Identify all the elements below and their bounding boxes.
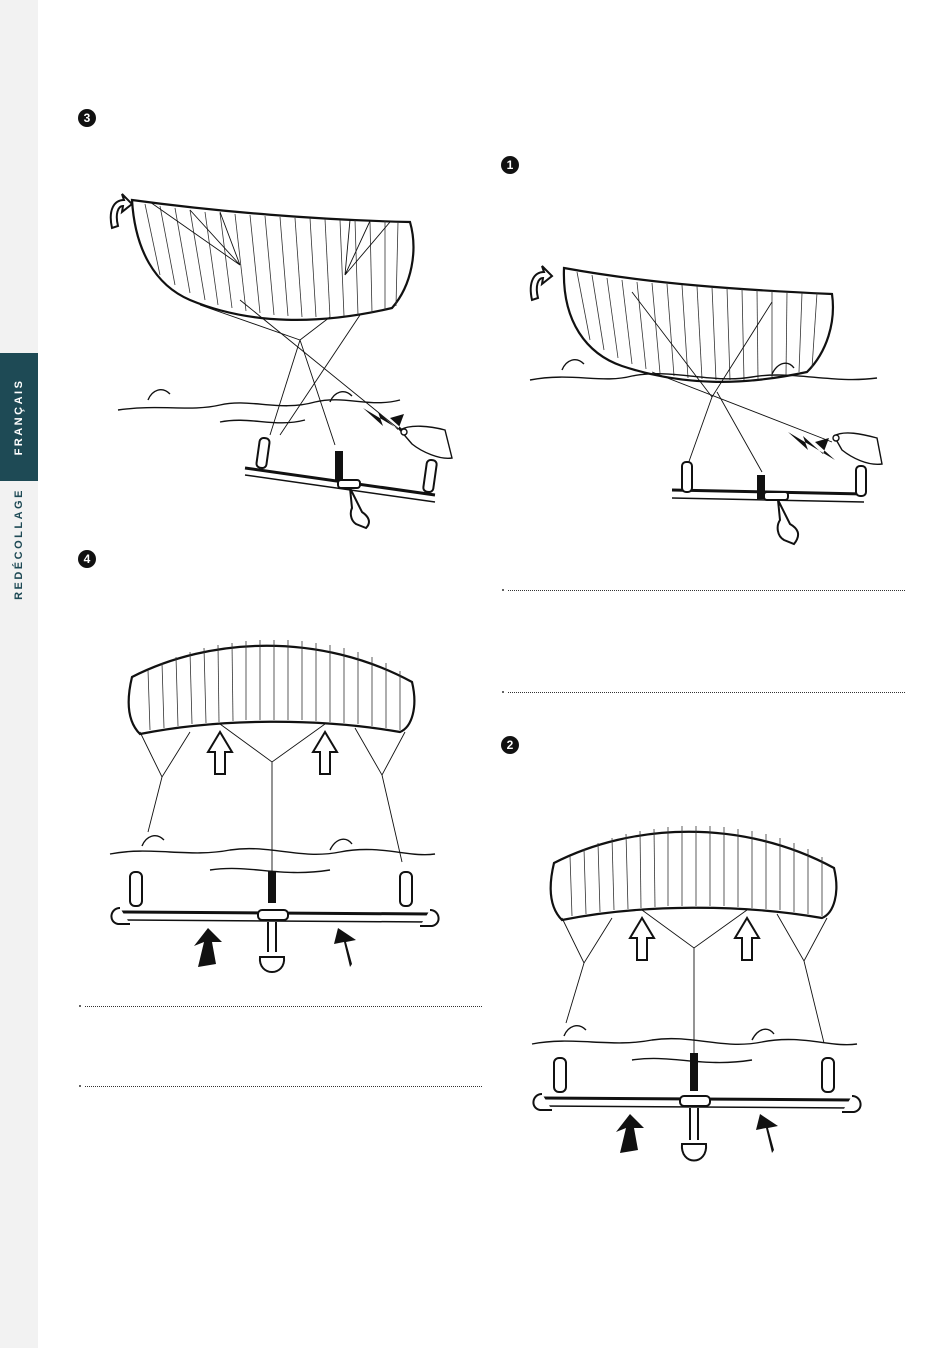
separator-line [85, 1086, 482, 1087]
illustration-step-3 [100, 190, 460, 530]
section-label: REDÉCOLLAGE [13, 488, 25, 600]
step-badge-2: 2 [501, 736, 519, 754]
curved-arrow-icon [531, 266, 552, 300]
sidebar [0, 0, 38, 1348]
outline-up-arrow-icon [630, 918, 759, 960]
wave-icon [118, 390, 400, 423]
language-tab-label: FRANÇAIS [13, 378, 25, 456]
hand-icon [400, 426, 452, 458]
solid-arrow-icon [788, 432, 835, 460]
kite-icon [564, 268, 833, 382]
kite-lines [562, 910, 827, 1058]
outline-up-arrow-icon [208, 732, 337, 774]
control-bar-icon [672, 462, 866, 544]
hand-icon [833, 433, 882, 464]
illustration-step-1 [522, 262, 892, 554]
control-bar-icon [533, 1054, 860, 1161]
step-badge-4: 4 [78, 550, 96, 568]
step-badge-1: 1 [501, 156, 519, 174]
step-badge-3: 3 [78, 109, 96, 127]
curved-arrow-icon [111, 194, 132, 228]
control-bar-icon [111, 872, 438, 972]
control-bar-icon [245, 437, 437, 528]
illustration-step-2 [522, 818, 872, 1178]
separator-line [508, 590, 905, 591]
kite-icon [129, 640, 415, 734]
kite-icon [551, 826, 837, 920]
separator-line [508, 692, 905, 693]
separator-line [85, 1006, 482, 1007]
kite-lines [200, 300, 400, 445]
illustration-step-4 [100, 632, 450, 992]
kite-icon [132, 200, 413, 320]
wave-icon [110, 836, 435, 873]
